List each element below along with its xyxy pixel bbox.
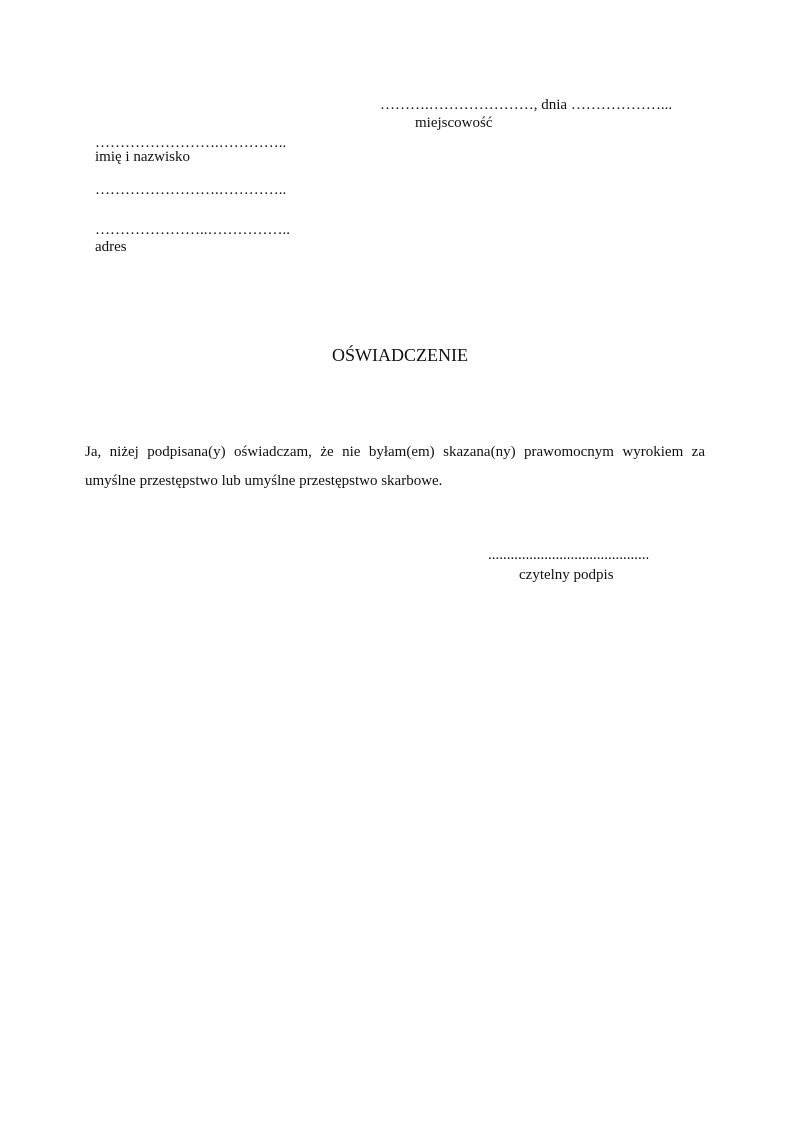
statement-body: Ja, niżej podpisana(y) oświadczam, że nie byłam(em) skazana(ny) prawomocnym wyrokiem za umyślne przestępstwo lub umyślne przestępstwo skarbowe. (85, 444, 705, 489)
address-label: adres (95, 239, 127, 255)
name-label: imię i nazwisko (95, 149, 190, 165)
signature-line: ........................................... (488, 547, 650, 563)
name-line: …………………….………….. (95, 135, 287, 151)
signature-label: czytelny podpis (519, 567, 614, 583)
place-label: miejscowość (415, 115, 493, 131)
document-title: OŚWIADCZENIE (332, 345, 468, 365)
address-line-1: …………………….………….. (95, 182, 287, 198)
address-line-2: …………………..…………….. (95, 222, 290, 238)
place-date-line: ……….…………………, dnia ………………... (380, 97, 673, 113)
